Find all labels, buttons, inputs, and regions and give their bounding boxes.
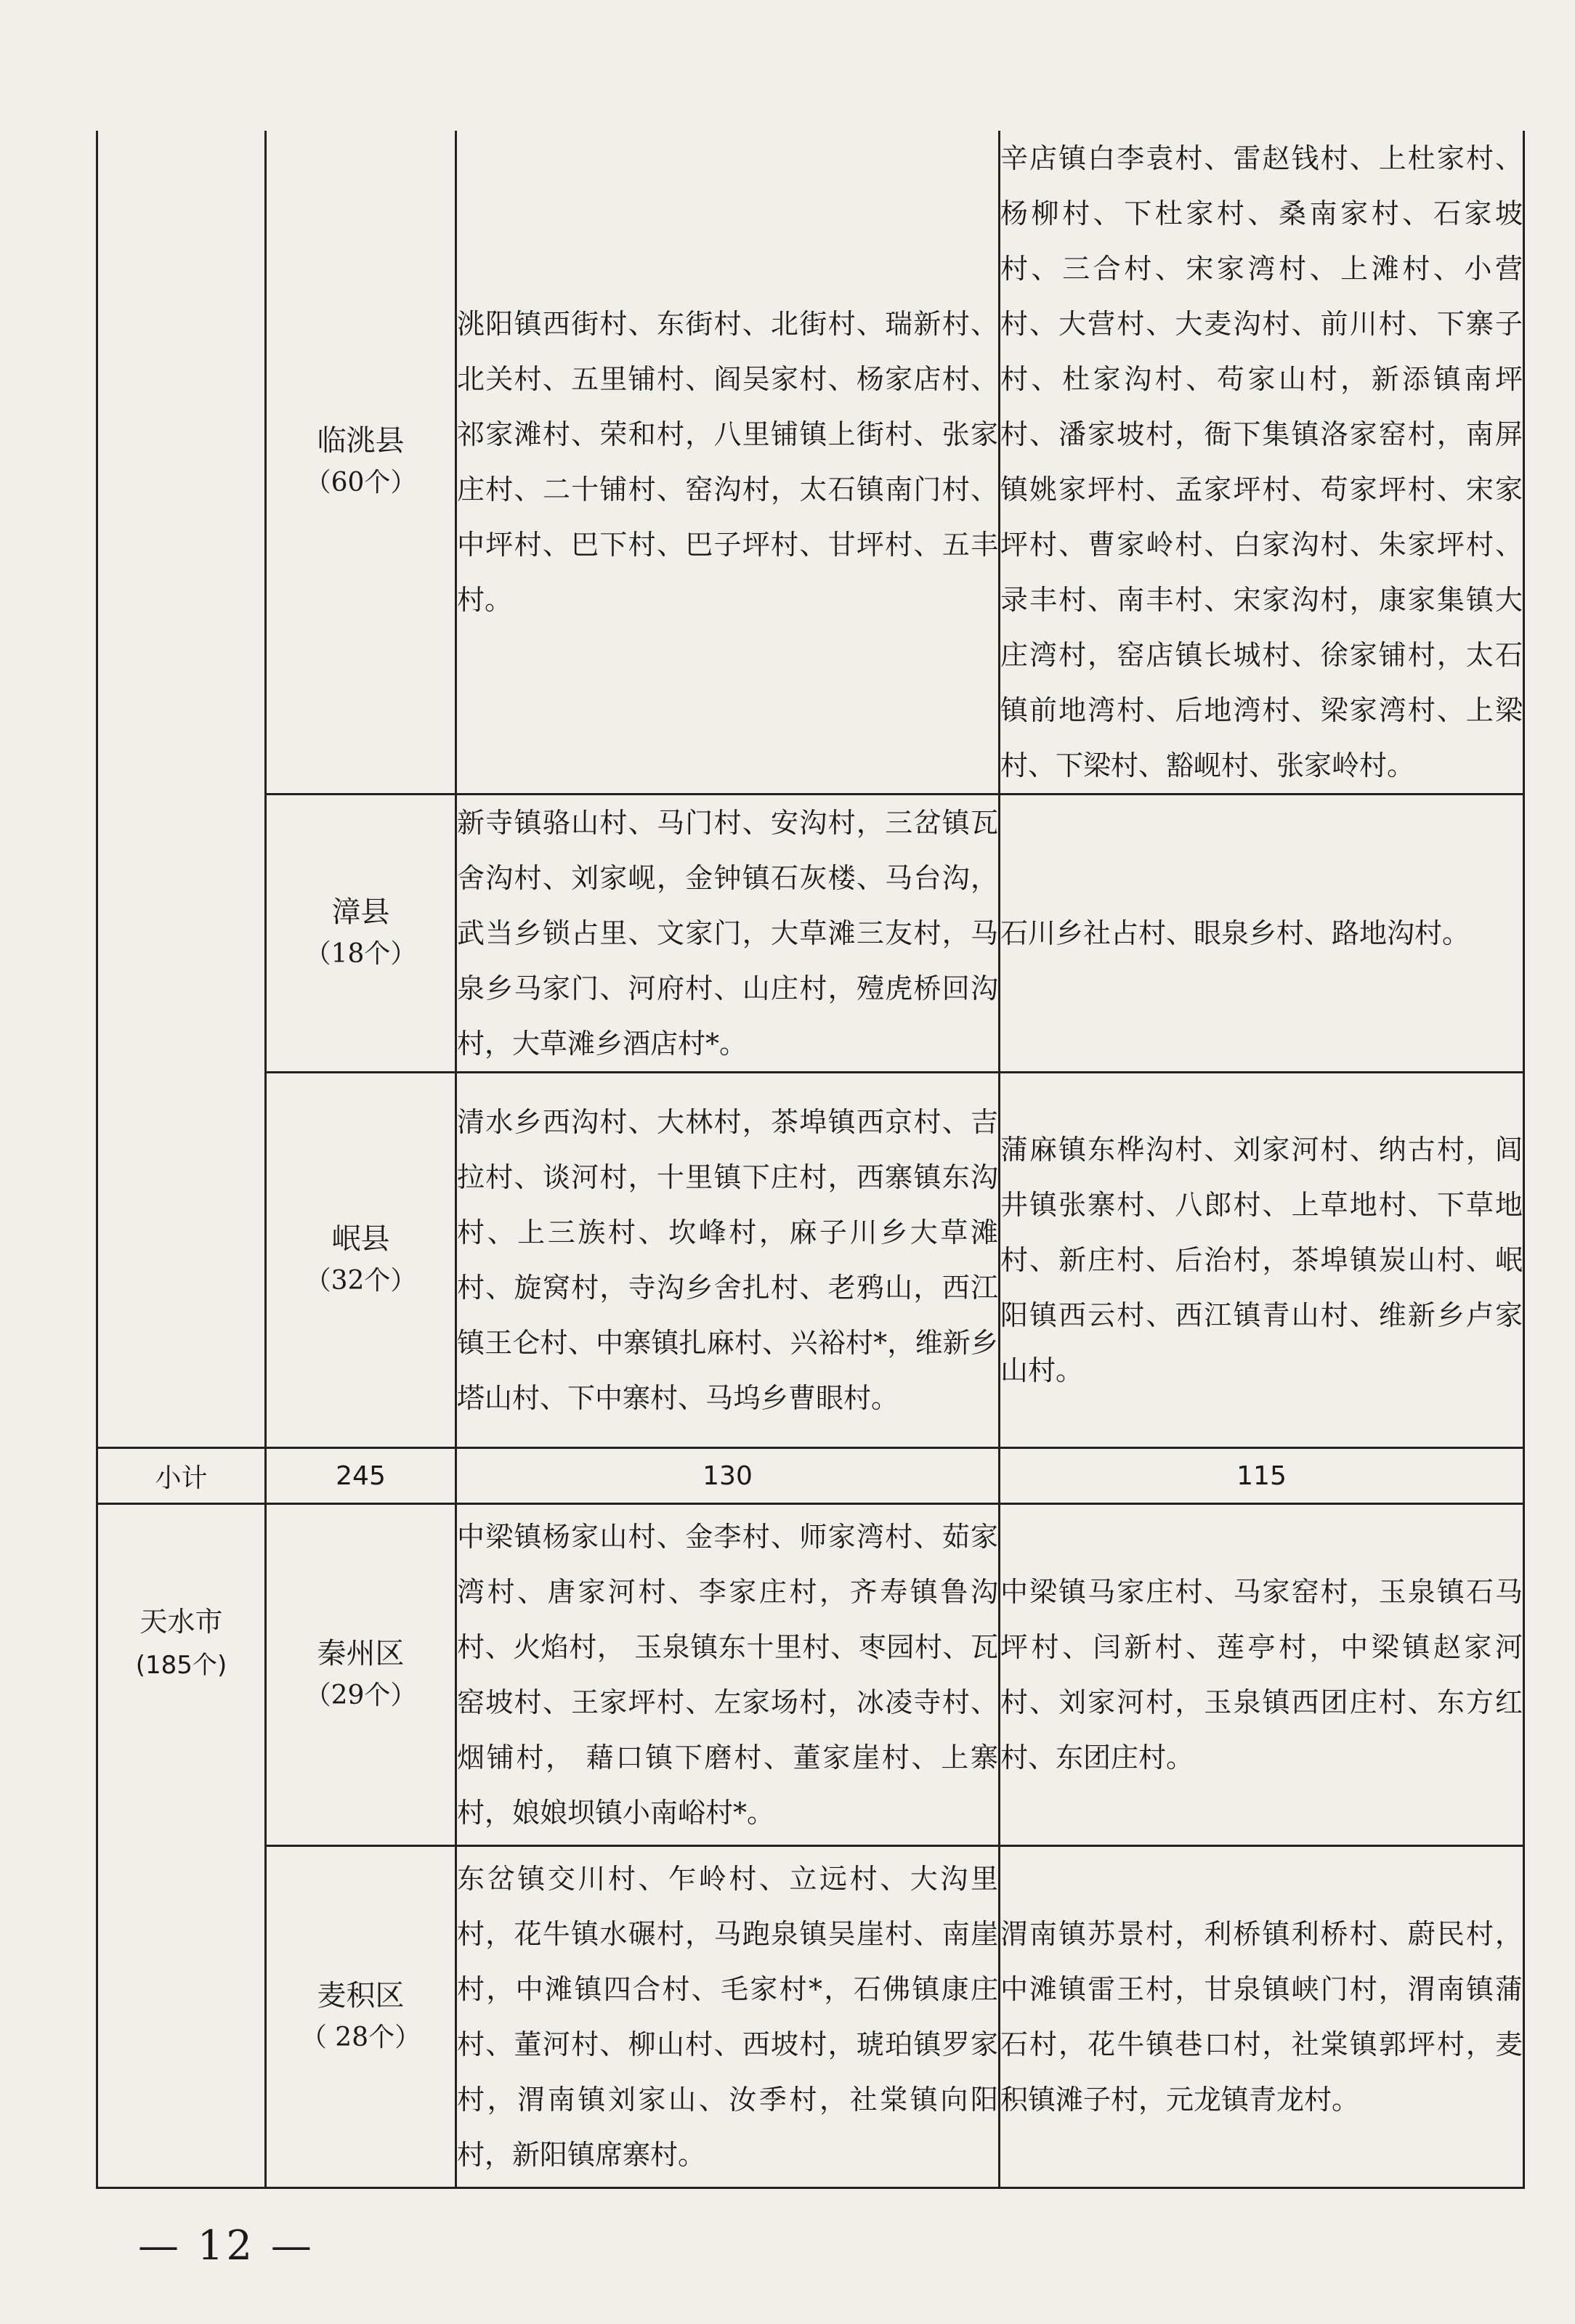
table-row-lintao: [97, 131, 1524, 795]
county-name: 秦州区: [317, 1637, 405, 1670]
subtotal-label: 小计: [97, 1448, 266, 1504]
subtotal-total: 245: [266, 1448, 456, 1504]
table-row-min: [97, 1073, 1524, 1448]
county-cell: [266, 131, 456, 795]
city-cell: [97, 1504, 266, 2188]
village-list-b: 石川乡社占村、眼泉乡村、路地沟村。: [1000, 795, 1524, 1073]
county-name: 漳县: [331, 895, 390, 929]
villages-table: [96, 131, 1525, 2189]
county-cell: [266, 1846, 456, 2188]
county-cell: [266, 1504, 456, 1846]
table-row-qinzhou: [97, 1504, 1524, 1846]
page-number: — 12 —: [138, 2222, 315, 2270]
city-count: (185个): [135, 1651, 227, 1680]
county-count: （ 28个）: [300, 2023, 421, 2052]
county-cell: [266, 1073, 456, 1448]
county-name: 麦积区: [317, 1979, 405, 2012]
city-name: 天水市: [139, 1606, 223, 1638]
village-list-a: 东岔镇交川村、乍岭村、立远村、大沟里村，花牛镇水碾村，马跑泉镇吴崖村、南崖村，中滩镇四合村、毛家村*，石佛镇康庄村、董河村、柳山村、西坡村，琥珀镇罗家村，渭南镇刘家山、汝季村，社棠镇向阳村，新阳镇席寨村。: [456, 1846, 1000, 2188]
table-row-zhang: [97, 795, 1524, 1073]
county-count: （18个）: [304, 939, 417, 969]
village-list-a: 洮阳镇西街村、东街村、北街村、瑞新村、北关村、五里铺村、阎吴家村、杨家店村、祁家滩村、荣和村，八里铺镇上街村、张家庄村、二十铺村、窑沟村，太石镇南门村、中坪村、巴下村、巴子坪村、甘坪村、五丰村。: [456, 131, 1000, 795]
village-list-a: 清水乡西沟村、大林村，茶埠镇西京村、吉拉村、谈河村，十里镇下庄村，西寨镇东沟村、上三族村、坎峰村，麻子川乡大草滩村、旋窝村，寺沟乡舍扎村、老鸦山，西江镇王仑村、中寨镇扎麻村、兴裕村*，维新乡塔山村、下中寨村、马坞乡曹眼村。: [456, 1073, 1000, 1448]
subtotal-b: 115: [1000, 1448, 1524, 1504]
county-count: （32个）: [304, 1266, 417, 1296]
county-name: 岷县: [331, 1222, 390, 1256]
county-count: （60个）: [304, 468, 417, 497]
village-list-b: 中梁镇马家庄村、马家窑村，玉泉镇石马坪村、闫新村、莲亭村，中梁镇赵家河村、刘家河村，玉泉镇西团庄村、东方红村、东团庄村。: [1000, 1504, 1524, 1846]
village-list-a: 新寺镇骆山村、马门村、安沟村，三岔镇瓦舍沟村、刘家岘，金钟镇石灰楼、马台沟，武当乡锁占里、文家门，大草滩三友村，马泉乡马家门、河府村、山庄村，殪虎桥回沟村，大草滩乡酒店村*。: [456, 795, 1000, 1073]
county-name: 临洮县: [317, 424, 405, 458]
subtotal-row: [97, 1448, 1524, 1504]
subtotal-a: 130: [456, 1448, 1000, 1504]
county-cell: [266, 795, 456, 1073]
county-count: （29个）: [304, 1681, 417, 1710]
village-list-b: 辛店镇白李袁村、雷赵钱村、上杜家村、杨柳村、下杜家村、桑南家村、石家坡村、三合村、宋家湾村、上滩村、小营村、大营村、大麦沟村、前川村、下寨子村、杜家沟村、苟家山村，新添镇南坪村、潘家坡村，衙下集镇洛家窑村，南屏镇姚家坪村、孟家坪村、苟家坪村、宋家坪村、曹家岭村、白家沟村、朱家坪村、录丰村、南丰村、宋家沟村，康家集镇大庄湾村，窑店镇长城村、徐家铺村，太石镇前地湾村、后地湾村、梁家湾村、上梁村、下梁村、豁岘村、张家岭村。: [1000, 131, 1524, 795]
table-row-maiji: [97, 1846, 1524, 2188]
city-cell-blank: [97, 131, 266, 1448]
village-list-a: 中梁镇杨家山村、金李村、师家湾村、茹家湾村、唐家河村、李家庄村，齐寿镇鲁沟村、火焰村， 玉泉镇东十里村、枣园村、瓦窑坡村、王家坪村、左家场村，冰凌寺村、烟铺村， 藉口镇下磨村、董家崖村、上寨村，娘娘坝镇小南峪村*。: [456, 1504, 1000, 1846]
village-list-b: 蒲麻镇东桦沟村、刘家河村、纳古村，闾井镇张寨村、八郎村、上草地村、下草地村、新庄村、后治村，茶埠镇炭山村、岷阳镇西云村、西江镇青山村、维新乡卢家山村。: [1000, 1073, 1524, 1448]
village-list-b: 渭南镇苏景村，利桥镇利桥村、蔚民村，中滩镇雷王村，甘泉镇峡门村，渭南镇蒲石村，花牛镇巷口村，社棠镇郭坪村，麦积镇滩子村，元龙镇青龙村。: [1000, 1846, 1524, 2188]
